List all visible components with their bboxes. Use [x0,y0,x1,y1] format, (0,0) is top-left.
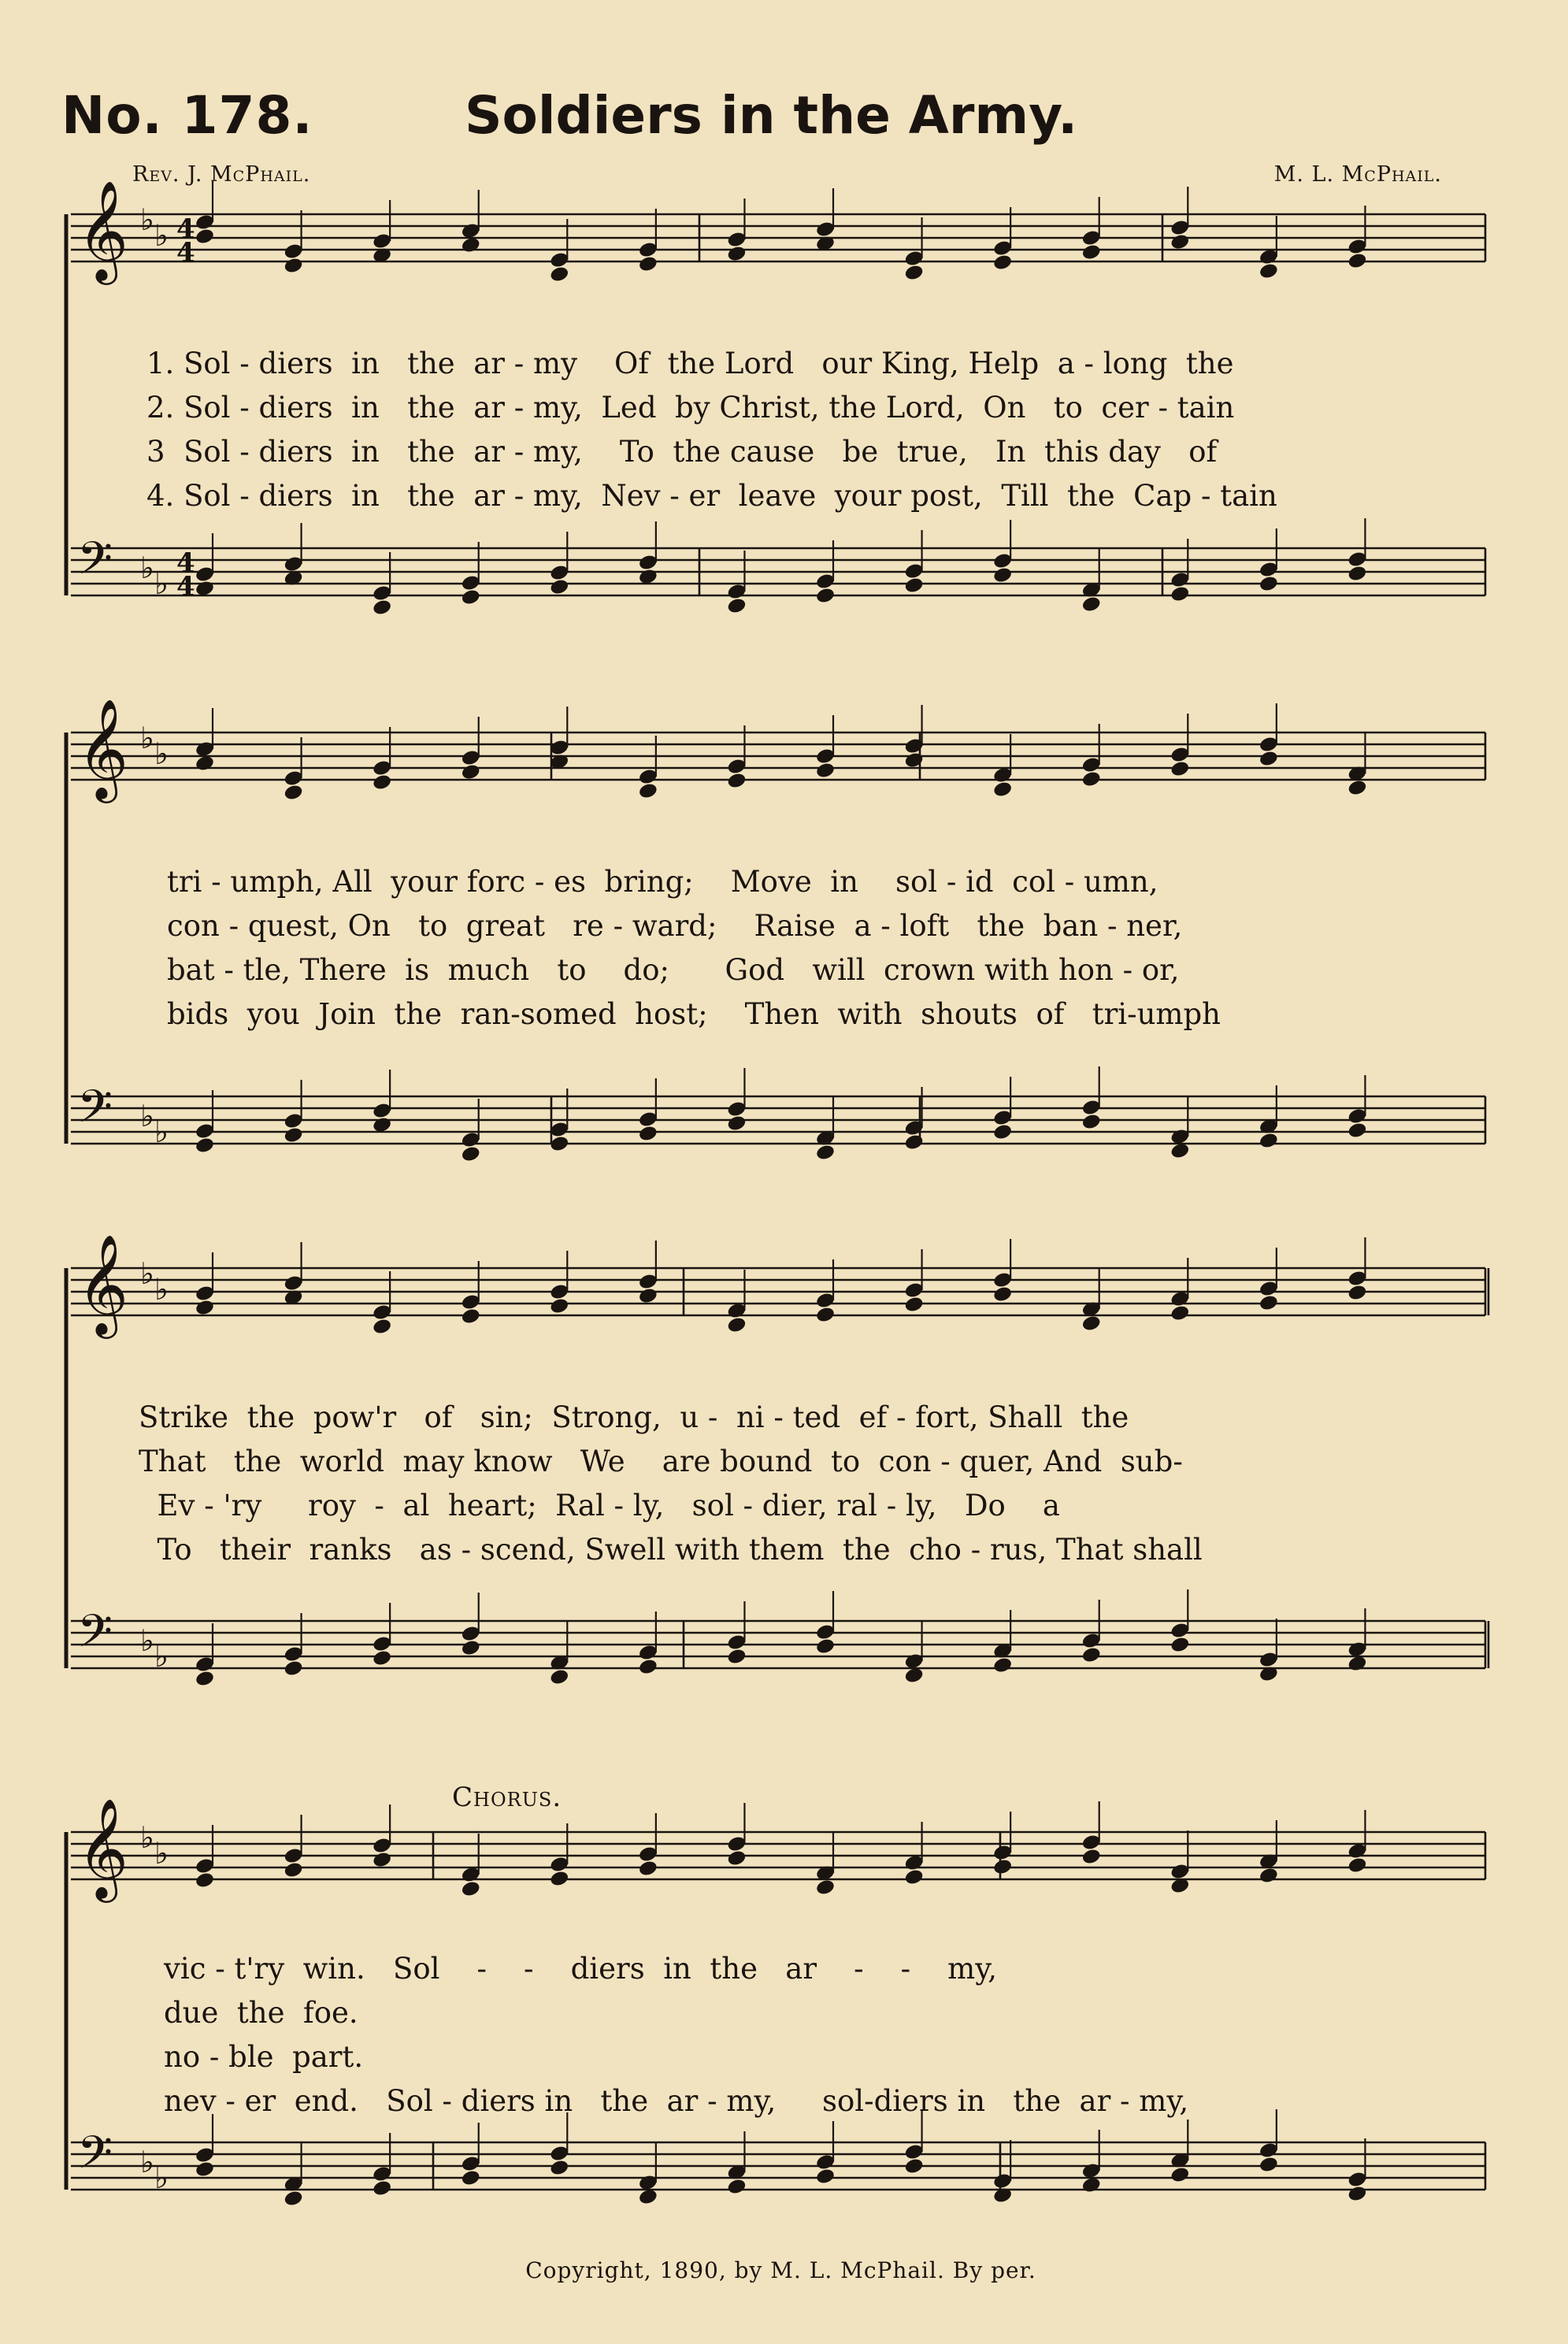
notehead [1081,243,1102,261]
notehead [195,1871,215,1890]
lyric-line-4-verse-3: no - ble part. [164,2040,364,2074]
notehead [283,257,303,275]
lyric-line-1-verse-1: 1. Sol - diers in the ar - my Of the Lord our King, Help a - long the [146,347,1234,380]
notehead [726,1115,747,1133]
lyric-line-3-verse-1: Strike the pow'r of sin; Strong, u - ni - ted ef - fort, Shall the [139,1400,1129,1434]
lyric-line-4-verse-4: nev - er end. Sol - diers in the ar - my, sol-diers in the ar - my, [164,2084,1189,2118]
lyric-line-3-verse-4: To their ranks as - scend, Swell with them the cho - rus, That shall [139,1533,1203,1567]
notehead [283,1126,303,1144]
copyright-text: Copyright, 1890, by M. L. McPhail. By per. [525,2257,1036,2283]
lyric-line-1-verse-4: 4. Sol - diers in the ar - my, Nev - er leave your post, Till the Cap - tain [146,479,1277,513]
hymn-number: No. 178. [61,85,313,146]
notehead [815,2168,836,2186]
notehead [903,1868,924,1886]
notehead [1170,1304,1190,1322]
lyric-line-2-verse-2: con - quest, On to great re - ward; Raise a - loft the ban - ner, [167,909,1183,943]
notehead [1258,1132,1279,1150]
lyric-line-2-verse-3: bat - tle, There is much to do; God will crown with hon - or, [167,953,1180,987]
notehead [1347,2185,1367,2203]
flat-icon: ♭ [154,736,169,771]
notehead [461,588,481,606]
lyric-line-4-verse-1: vic - t'ry win. Sol - - diers in the ar - - my, [164,1952,998,1986]
notehead [992,781,1013,799]
notehead [1347,565,1367,583]
notehead [461,1880,481,1898]
hymn-title: Soldiers in the Army. [465,85,1078,146]
notehead [903,577,924,595]
notehead [726,1648,747,1666]
flat-icon: ♭ [154,1836,169,1871]
notehead [638,1125,658,1143]
flat-icon: ♭ [154,1272,169,1307]
notehead [903,2157,924,2175]
notehead [726,2178,747,2196]
notehead [1081,1646,1102,1664]
flat-icon: ♭ [140,1820,154,1855]
lyric-line-1-verse-3: 3 Sol - diers in the ar - my, To the cause be true, In this day of [146,435,1218,469]
notehead [372,1649,392,1667]
notehead [1258,1294,1279,1312]
lyric-line-1-verse-2: 2. Sol - diers in the ar - my, Led by Christ, the Lord, On to cer - tain [146,391,1235,425]
notehead [1347,1856,1367,1875]
flat-icon: ♭ [154,1115,169,1149]
notehead [726,1316,747,1334]
notehead [549,2159,569,2177]
notehead [638,1287,658,1305]
notehead [1347,252,1367,270]
flat-icon: ♭ [140,2145,154,2179]
flat-icon: ♭ [140,1623,154,1658]
words-credit: Rev. J. McPhail. [132,162,311,187]
time-signature-top: 4 [176,547,195,579]
notehead [638,1658,658,1676]
notehead [1347,1122,1367,1140]
treble-clef-icon: 𝄞 [77,1233,129,1334]
notehead [726,245,747,263]
notehead [549,1870,569,1888]
notehead [992,1858,1013,1876]
notehead [1258,2156,1279,2174]
notehead [992,1123,1013,1141]
treble-clef-icon: 𝄞 [77,1797,129,1898]
notehead [638,1860,658,1878]
flat-icon: ♭ [154,218,169,253]
notehead [1081,1848,1102,1866]
notehead [815,1637,836,1656]
notehead [992,1285,1013,1304]
notehead [1081,1315,1102,1333]
notehead [903,264,924,282]
notehead [903,1133,924,1152]
notehead [992,566,1013,584]
notehead [1081,770,1102,788]
notehead [372,1318,392,1336]
notehead [372,2179,392,2198]
music-credit: M. L. McPhail. [1273,162,1442,187]
notehead [1170,2166,1190,2184]
notehead [726,597,747,615]
lyric-line-2-verse-1: tri - umph, All your forc - es bring; Move in sol - id col - umn, [167,865,1158,899]
flat-icon: ♭ [140,551,154,585]
notehead [372,1851,392,1869]
notehead [372,773,392,792]
bass-clef-icon: 𝄢 [77,532,113,596]
notehead [1081,595,1102,614]
time-signature-bottom: 4 [176,571,195,603]
notehead [1170,1636,1190,1654]
notehead [1170,233,1190,251]
bass-clef-icon: 𝄢 [77,2126,113,2190]
notehead [283,2190,303,2208]
lyric-line-3-verse-2: That the world may know We are bound to con - quer, And sub- [139,1445,1183,1478]
notehead [903,1296,924,1314]
notehead [461,1307,481,1326]
notehead [992,254,1013,272]
flat-icon: ♭ [154,2160,169,2195]
notehead [1170,760,1190,778]
notehead [1258,262,1279,280]
notehead [461,1145,481,1163]
notehead [815,1879,836,1897]
notehead [195,1299,215,1317]
time-signature-bottom: 4 [176,237,195,269]
notehead [903,751,924,770]
notehead [461,1639,481,1657]
notehead [726,772,747,790]
notehead [549,265,569,284]
notehead [815,1144,836,1162]
notehead [1258,575,1279,593]
notehead [549,1297,569,1315]
notehead [815,1306,836,1324]
flat-icon: ♭ [154,1639,169,1674]
notehead [549,578,569,596]
notehead [1258,750,1279,768]
notehead [283,784,303,802]
notehead [1258,1867,1279,1885]
lyric-line-2-verse-4: bids you Join the ran-somed host; Then with shouts of tri-umph [167,997,1221,1031]
copyright-line [0,2257,1568,2283]
notehead [992,1656,1013,1675]
flat-icon: ♭ [140,1099,154,1133]
notehead [549,1668,569,1686]
notehead [195,2160,215,2179]
bass-clef-icon: 𝄢 [77,1080,113,1144]
notehead [1081,1113,1102,1131]
notehead [638,255,658,273]
notehead [283,1660,303,1678]
notehead [461,763,481,781]
notehead [195,1670,215,1688]
flat-icon: ♭ [140,1256,154,1291]
treble-clef-icon: 𝄞 [77,698,129,799]
notehead [372,599,392,617]
notehead [638,782,658,800]
notehead [195,1137,215,1155]
notehead [815,762,836,780]
flat-icon: ♭ [140,721,154,755]
time-signature-top: 4 [176,213,195,245]
flat-icon: ♭ [140,202,154,237]
notehead [1347,779,1367,797]
notehead [1347,1284,1367,1302]
flat-icon: ♭ [154,566,169,601]
notehead [815,587,836,605]
bass-clef-icon: 𝄢 [77,1604,113,1669]
notehead [195,228,215,246]
notehead [283,1861,303,1879]
treble-clef-icon: 𝄞 [77,180,129,280]
notehead [461,2169,481,2187]
lyric-line-3-verse-3: Ev - 'ry roy - al heart; Ral - ly, sol - dier, ral - ly, Do a [139,1489,1060,1522]
lyric-line-4-verse-2: due the foe. [164,1996,358,2030]
notehead [1170,585,1190,603]
chorus-label: Chorus. [452,1782,562,1813]
notehead [726,1849,747,1867]
